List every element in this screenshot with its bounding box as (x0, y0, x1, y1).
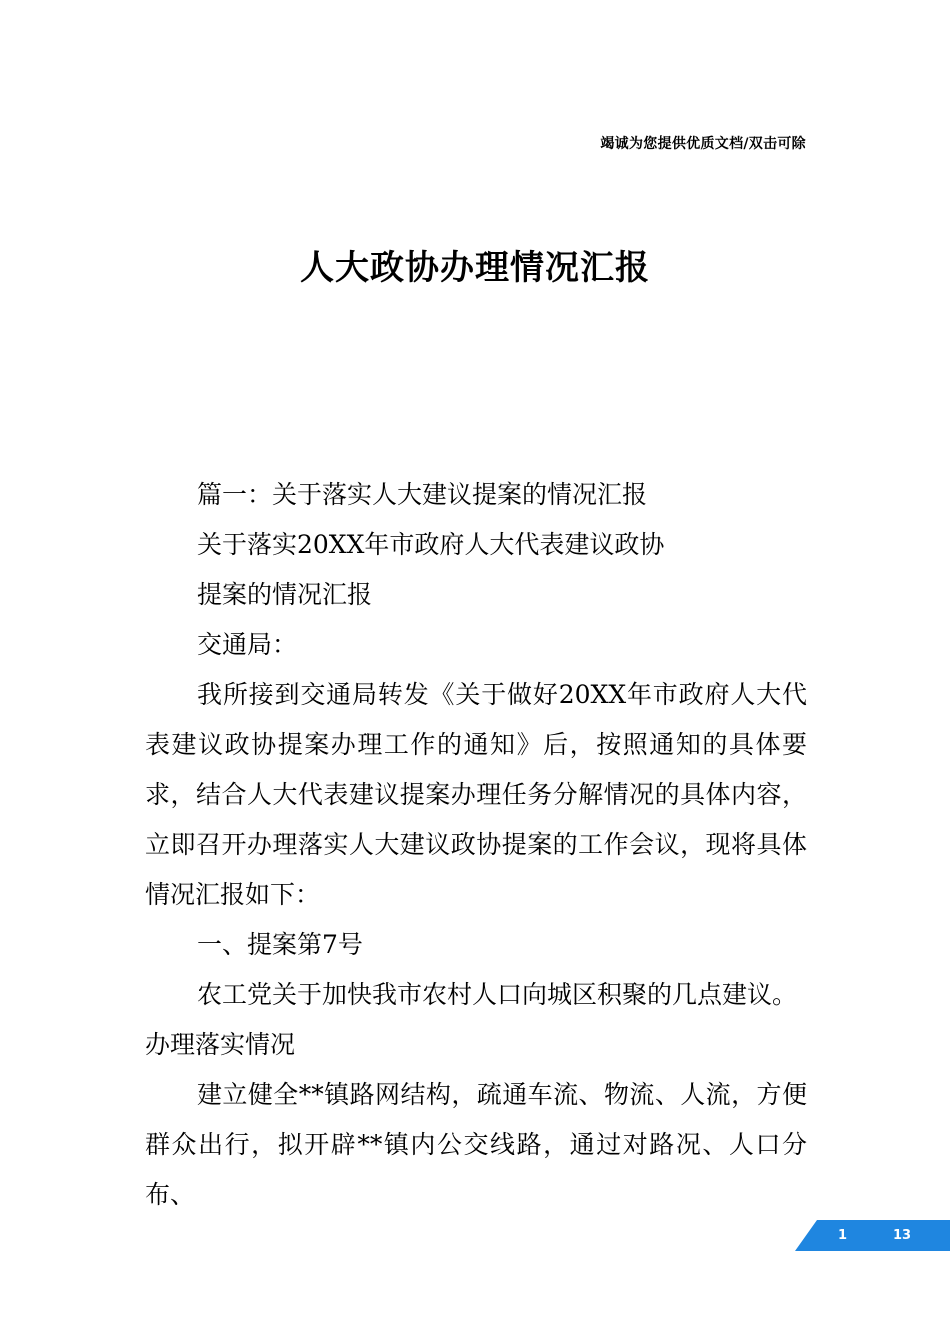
item-heading: 一、提案第7号 (197, 930, 363, 959)
subheading: 办理落实情况 (145, 1030, 296, 1059)
addressee: 交通局： (197, 630, 298, 659)
document-body (145, 470, 807, 1220)
header-note: 竭诚为您提供优质文档/双击可除 (600, 136, 806, 152)
document-title: 人大政协办理情况汇报 (300, 248, 650, 288)
implementation-paragraph: 建立健全**镇路网结构，疏通车流、物流、人流，方便群众出行，拟开辟**镇内公交线路，通过对路况、人口分布、 (145, 1080, 807, 1209)
page-total: 13 (893, 1228, 912, 1243)
page-footer-bar (795, 1220, 950, 1251)
page-number: 1 (838, 1228, 848, 1243)
report-title-line-2: 提案的情况汇报 (197, 580, 373, 609)
intro-paragraph: 我所接到交通局转发《关于做好20XX年市政府人大代表建议政协提案办理工作的通知》后，按照通知的具体要求，结合人大代表建议提案办理任务分解情况的具体内容，立即召开办理落实人大建议政协提案的工作会议，现将具体情况汇报如下： (145, 680, 807, 909)
section-heading: 篇一：关于落实人大建议提案的情况汇报 (197, 480, 648, 509)
proposal-text: 农工党关于加快我市农村人口向城区积聚的几点建议。 (197, 980, 798, 1009)
report-title-line-1: 关于落实20XX年市政府人大代表建议政协 (197, 530, 665, 559)
